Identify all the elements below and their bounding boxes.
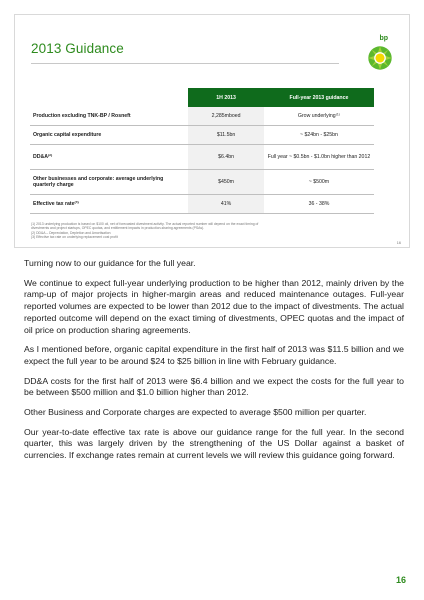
footnote: (2) DD&A – Depreciation, Depletion and Amortisation — [31, 230, 111, 235]
row-label: Production excluding TNK-BP / Rosneft — [30, 107, 188, 126]
row-label: Organic capital expenditure — [30, 126, 188, 145]
row-1h-value: 2,285mboed — [188, 107, 264, 126]
row-guidance-value: Full year ~ $0.5bn - $1.0bn higher than 2012 — [264, 145, 374, 170]
table-header-row — [30, 88, 374, 107]
table-row — [30, 195, 374, 214]
row-guidance-value: Grow underlying⁽¹⁾ — [264, 107, 374, 126]
row-label: Effective tax rate⁽³⁾ — [30, 195, 188, 214]
slide-footnotes — [31, 222, 258, 240]
slide-number: 16 — [396, 241, 401, 245]
paragraph: Other Business and Corporate charges are expected to average $500 million per quarter. — [24, 407, 367, 418]
paragraph: Our year-to-date effective tax rate is above our guidance range for the full year. In the second quarter, this was largely driven by the strengthening of the US Dollar against a basket of currencies. If exchange rates remain at current levels we will review this guidance going forward. — [24, 426, 404, 461]
title-divider — [31, 63, 339, 64]
header-full-year-guidance: Full-year 2013 guidance — [264, 88, 374, 107]
footnote: (3) Effective tax rate on underlying replacement cost profit — [31, 235, 118, 240]
row-guidance-value: ~ $24bn - $25bn — [264, 126, 374, 145]
header-blank — [30, 88, 188, 107]
transcript-body — [24, 258, 404, 470]
footnote: divestments and project startups, OPEC quotas, and entitlement impacts in production-sharing agreements (PSAs). — [31, 226, 205, 231]
row-1h-value: 41% — [188, 195, 264, 214]
table-row — [30, 126, 374, 145]
table-row — [30, 170, 374, 195]
guidance-table — [30, 88, 374, 214]
guidance-slide — [14, 14, 410, 248]
page-number: 16 — [395, 575, 406, 585]
footnote: (1) 2013 underlying production is based on $100 oil, net of forecasted divestment activity. The actual reported number will depend on the exact timing of — [31, 222, 259, 226]
paragraph: Turning now to our guidance for the full year. — [24, 258, 196, 268]
row-guidance-value: 36 - 38% — [264, 195, 374, 214]
bp-helios-logo-icon — [367, 45, 393, 71]
bp-logo-text: bp — [379, 35, 388, 42]
row-guidance-value: ~ $500m — [264, 170, 374, 195]
paragraph: We continue to expect full-year underlying production to be higher than 2012, mainly driven by the ramp-up of major projects in higher-margin areas and reduced maintenance outages. Full-year reported volumes are expected to be lower than 2012 due to the impact of divestments. The actual reported outcome will depend on the exact timing of divestments, OPEC quotas and the impact of oil price on production sharing agreements. — [24, 277, 404, 335]
slide-title: 2013 Guidance — [31, 41, 124, 56]
header-1h-2013: 1H 2013 — [188, 88, 264, 107]
row-1h-value: $450m — [188, 170, 264, 195]
row-label: DD&A⁽²⁾ — [30, 145, 188, 170]
row-1h-value: $11.5bn — [188, 126, 264, 145]
row-label: Other businesses and corporate: average underlying quarterly charge — [30, 170, 188, 195]
paragraph: DD&A costs for the first half of 2013 were $6.4 billion and we expect the costs for the full year to be between $500 million and $1.0 billion higher than 2012. — [24, 375, 404, 398]
paragraph: As I mentioned before, organic capital expenditure in the first half of 2013 was $11.5 billion and we expect the full year to be around $24 to $25 billion in line with February guidance. — [24, 344, 404, 366]
row-1h-value: $6.4bn — [188, 145, 264, 170]
table-row — [30, 107, 374, 126]
table-row — [30, 145, 374, 170]
